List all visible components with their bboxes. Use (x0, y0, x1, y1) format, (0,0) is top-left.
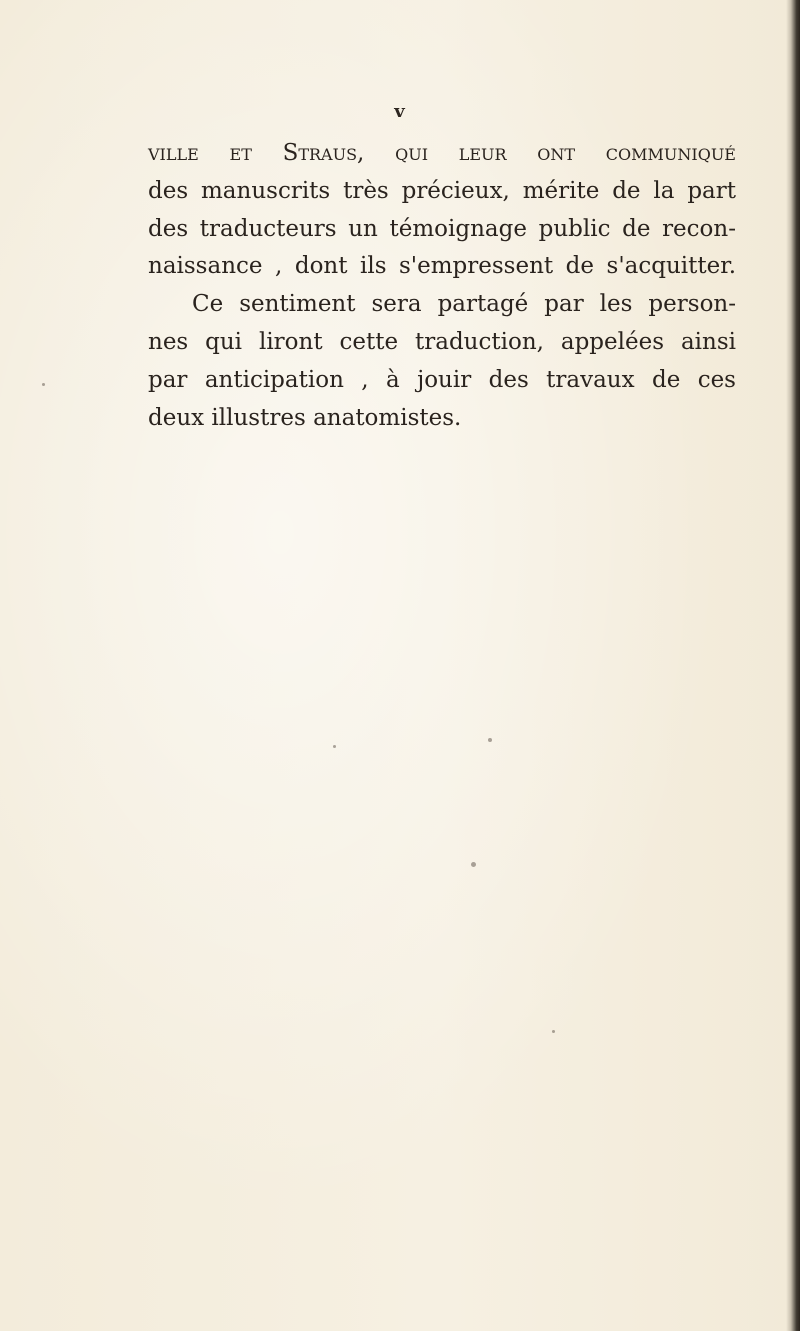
page-edge-shadow (786, 0, 800, 1331)
text-line-7: par anticipation , à jouir des travaux de ces (148, 366, 736, 393)
paper-speck (488, 738, 492, 742)
text-line-2: des manuscrits très précieux, mérite de la part (148, 177, 736, 204)
text-line-8: deux illustres anatomistes. (148, 404, 462, 431)
paper-speck (42, 383, 45, 386)
text-line-4: naissance , dont ils s'empressent de s'acquitter. (148, 253, 736, 280)
text-line-5: Ce sentiment sera partagé par les person- (192, 291, 736, 318)
text-line-6: nes qui liront cette traduction, appelées ainsi (148, 328, 736, 355)
text-line-3: des traducteurs un témoignage public de recon- (148, 215, 736, 242)
page-number: v (394, 101, 406, 122)
paper-speck (333, 745, 336, 748)
body-text (148, 135, 736, 437)
paper-speck (552, 1030, 555, 1033)
paper-speck (471, 862, 476, 867)
text-line-1: ville et Straus, qui leur ont communiqué (148, 140, 736, 166)
